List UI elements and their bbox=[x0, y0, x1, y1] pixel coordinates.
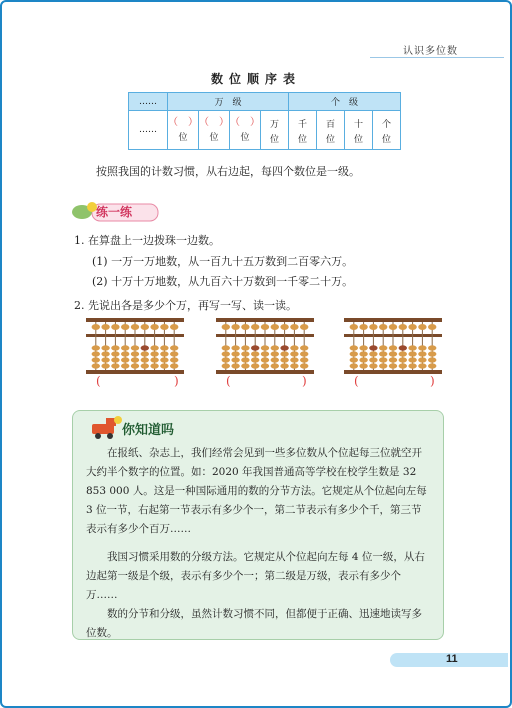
abacus-lower-bead bbox=[350, 357, 358, 362]
abacus-lower-bead bbox=[290, 351, 298, 356]
abacus-lower-bead bbox=[369, 357, 377, 362]
abacus-bottom-bar bbox=[216, 370, 314, 374]
abacus-upper-bead bbox=[408, 324, 416, 330]
abacus-lower-bead bbox=[350, 363, 358, 368]
train-icon bbox=[90, 414, 124, 440]
abacus-upper-bead bbox=[379, 324, 387, 330]
abacus-lower-bead bbox=[261, 363, 269, 368]
abacus-lower-bead bbox=[222, 357, 230, 362]
abacus-upper-bead bbox=[389, 324, 397, 330]
did-you-know-paragraph-1: 在报纸、杂志上，我们经常会见到一些多位数从个位起每三位就空开大约半个数字的位置。如：2020 年我国普通高等学校在校学生数是 32 853 000 人。这是一种国际通用的数的分节方法。它规定从个位起向左每 3 位一节，右起第一节表示有多少个一，第二节表示有多少个千，第三节表示有多少个百万…… bbox=[86, 447, 427, 535]
abacus-lower-bead bbox=[160, 351, 168, 356]
abacus-upper-bead bbox=[399, 324, 407, 330]
abacus-lower-bead bbox=[170, 351, 178, 356]
practice-label: 练一练 bbox=[96, 205, 133, 219]
abacus-lower-bead bbox=[428, 345, 436, 350]
abacus-lower-bead bbox=[141, 351, 149, 356]
abacus-lower-bead bbox=[170, 357, 178, 362]
abacus-lower-bead bbox=[379, 363, 387, 368]
abacus-top-bar bbox=[86, 318, 184, 322]
ge-group-header: 个 级 bbox=[289, 93, 401, 111]
did-you-know-paragraph-2: 我国习惯采用数的分级方法。它规定从个位起向左每 4 位一级，从右边起第一级是个级，表示有多少个一；第二级是万级，表示有多少个万…… bbox=[86, 551, 425, 601]
abacus-lower-bead bbox=[399, 363, 407, 368]
place-unit: 百 bbox=[325, 120, 335, 130]
abacus-lower-bead bbox=[399, 357, 407, 362]
blank-paren: （ ） bbox=[199, 116, 229, 128]
abacus-upper-bead bbox=[271, 324, 279, 330]
abacus-lower-bead bbox=[131, 363, 139, 368]
abacus-upper-bead bbox=[369, 324, 377, 330]
abacus-lower-bead bbox=[290, 357, 298, 362]
blank-paren: （ ） bbox=[168, 116, 198, 128]
abacus-lower-bead bbox=[280, 345, 288, 350]
abacus-lower-bead bbox=[290, 345, 298, 350]
abacus-upper-bead bbox=[101, 324, 109, 330]
abacus-lower-bead bbox=[111, 357, 119, 362]
abacus-lower-bead bbox=[141, 357, 149, 362]
abacus-lower-bead bbox=[231, 357, 239, 362]
abacus-lower-bead bbox=[251, 345, 259, 350]
abacus-lower-bead bbox=[170, 363, 178, 368]
abacus-lower-bead bbox=[150, 345, 158, 350]
question-2: 2. 先说出各是多少个万，再写一写、读一读。 bbox=[74, 299, 297, 312]
abacus-1 bbox=[86, 318, 184, 374]
abacus-lower-bead bbox=[92, 351, 100, 356]
place-wei: 位 bbox=[297, 135, 307, 145]
abacus-lower-bead bbox=[251, 357, 259, 362]
did-you-know-title: 你知道吗 bbox=[122, 423, 175, 438]
abacus-lower-bead bbox=[428, 363, 436, 368]
abacus-lower-bead bbox=[271, 345, 279, 350]
abacus-lower-bead bbox=[369, 363, 377, 368]
abacus-upper-bead bbox=[160, 324, 168, 330]
table-dots-header: …… bbox=[129, 93, 168, 111]
place-cell bbox=[230, 111, 261, 150]
abacus-bottom-bar bbox=[86, 370, 184, 374]
abacus-lower-bead bbox=[92, 345, 100, 350]
place-wei: 位 bbox=[240, 132, 250, 143]
abacus-lower-bead bbox=[300, 351, 308, 356]
abacus-2 bbox=[216, 318, 314, 374]
question-1: 1. 在算盘上一边拨珠一边数。 bbox=[74, 234, 220, 247]
abacus-lower-bead bbox=[261, 357, 269, 362]
abacus-lower-bead bbox=[141, 363, 149, 368]
abacus-lower-bead bbox=[170, 345, 178, 350]
abacus-lower-bead bbox=[359, 351, 367, 356]
place-cell bbox=[168, 111, 199, 150]
abacus-lower-bead bbox=[271, 363, 279, 368]
abacus-lower-bead bbox=[280, 351, 288, 356]
abacus-lower-bead bbox=[222, 345, 230, 350]
abacus-lower-bead bbox=[428, 351, 436, 356]
abacus-lower-bead bbox=[121, 363, 129, 368]
answer-paren-right: ) bbox=[430, 374, 435, 388]
abacus-lower-bead bbox=[389, 363, 397, 368]
abacus-lower-bead bbox=[101, 351, 109, 356]
abacus-lower-bead bbox=[300, 345, 308, 350]
place-cell-qian bbox=[289, 111, 317, 150]
header-rule bbox=[370, 57, 504, 58]
place-wei: 位 bbox=[353, 135, 363, 145]
abacus-upper-bead bbox=[222, 324, 230, 330]
abacus-lower-bead bbox=[241, 345, 249, 350]
abacus-lower-bead bbox=[290, 363, 298, 368]
abacus-lower-bead bbox=[399, 345, 407, 350]
abacus-lower-bead bbox=[261, 351, 269, 356]
abacus-lower-bead bbox=[261, 345, 269, 350]
place-value-table bbox=[128, 92, 401, 150]
place-wei: 位 bbox=[325, 135, 335, 145]
abacus-lower-bead bbox=[359, 345, 367, 350]
abacus-upper-bead bbox=[251, 324, 259, 330]
abacus-upper-bead bbox=[231, 324, 239, 330]
abacus-lower-bead bbox=[389, 357, 397, 362]
abacus-lower-bead bbox=[101, 363, 109, 368]
abacus-upper-bead bbox=[261, 324, 269, 330]
abacus-lower-bead bbox=[222, 351, 230, 356]
abacus-lower-bead bbox=[160, 357, 168, 362]
abacus-upper-bead bbox=[359, 324, 367, 330]
abacus-lower-bead bbox=[399, 351, 407, 356]
abacus-lower-bead bbox=[111, 351, 119, 356]
place-wei: 位 bbox=[381, 135, 391, 145]
abacus-lower-bead bbox=[280, 357, 288, 362]
abacus-upper-bead bbox=[150, 324, 158, 330]
table-title: 数位顺序表 bbox=[210, 72, 301, 86]
abacus-lower-bead bbox=[408, 345, 416, 350]
abacus-upper-bead bbox=[241, 324, 249, 330]
section-title: 认识多位数 bbox=[403, 46, 458, 57]
blank-paren: （ ） bbox=[230, 116, 260, 128]
abacus-lower-bead bbox=[121, 345, 129, 350]
abacus-lower-bead bbox=[379, 351, 387, 356]
abacus-lower-bead bbox=[121, 351, 129, 356]
abacus-lower-bead bbox=[160, 363, 168, 368]
abacus-lower-bead bbox=[389, 351, 397, 356]
abacus-lower-bead bbox=[300, 357, 308, 362]
abacus-lower-bead bbox=[271, 351, 279, 356]
abacus-bottom-bar bbox=[344, 370, 442, 374]
place-cell-ge bbox=[373, 111, 401, 150]
answer-paren-right: ) bbox=[302, 374, 307, 388]
abacus-lower-bead bbox=[92, 363, 100, 368]
abacus-lower-bead bbox=[251, 351, 259, 356]
place-cell bbox=[199, 111, 230, 150]
abacus-lower-bead bbox=[131, 357, 139, 362]
abacus-lower-bead bbox=[160, 345, 168, 350]
place-cell-shi bbox=[345, 111, 373, 150]
abacus-lower-bead bbox=[408, 351, 416, 356]
abacus-lower-bead bbox=[418, 351, 426, 356]
place-cell-bai bbox=[317, 111, 345, 150]
did-you-know-paragraph-3: 数的分节和分级，虽然计数习惯不同，但都便于正确、迅速地读写多位数。 bbox=[86, 608, 422, 639]
abacus-upper-bead bbox=[350, 324, 358, 330]
abacus-lower-bead bbox=[241, 363, 249, 368]
abacus-upper-bead bbox=[290, 324, 298, 330]
abacus-lower-bead bbox=[92, 357, 100, 362]
page-number: 11 bbox=[446, 653, 458, 665]
abacus-lower-bead bbox=[418, 357, 426, 362]
abacus-lower-bead bbox=[369, 345, 377, 350]
grouping-rule-sentence: 按照我国的计数习惯，从右边起，每四个数位是一级。 bbox=[96, 165, 360, 178]
abacus-lower-bead bbox=[379, 345, 387, 350]
place-wei: 位 bbox=[209, 132, 219, 143]
abacus-lower-bead bbox=[150, 363, 158, 368]
abacus-lower-bead bbox=[150, 357, 158, 362]
abacus-lower-bead bbox=[131, 351, 139, 356]
place-unit: 十 bbox=[353, 120, 363, 130]
wan-group-header: 万 级 bbox=[168, 93, 289, 111]
question-1a: (1) 一万一万地数，从一百九十五万数到二百零六万。 bbox=[92, 255, 354, 268]
place-unit: 千 bbox=[297, 120, 307, 130]
abacus-lower-bead bbox=[389, 345, 397, 350]
abacus-lower-bead bbox=[408, 363, 416, 368]
answer-paren-left: ( bbox=[226, 374, 231, 388]
abacus-lower-bead bbox=[231, 351, 239, 356]
place-cell-wan bbox=[261, 111, 289, 150]
abacus-lower-bead bbox=[111, 363, 119, 368]
abacus-lower-bead bbox=[111, 345, 119, 350]
abacus-lower-bead bbox=[428, 357, 436, 362]
abacus-lower-bead bbox=[379, 357, 387, 362]
abacus-lower-bead bbox=[131, 345, 139, 350]
abacus-3 bbox=[344, 318, 442, 374]
question-1b: (2) 十万十万地数，从九百六十万数到一千零二十万。 bbox=[92, 275, 354, 288]
abacus-lower-bead bbox=[350, 351, 358, 356]
abacus-lower-bead bbox=[231, 363, 239, 368]
abacus-upper-bead bbox=[141, 324, 149, 330]
abacus-lower-bead bbox=[271, 357, 279, 362]
abacus-lower-bead bbox=[300, 363, 308, 368]
abacus-lower-bead bbox=[280, 363, 288, 368]
answer-paren-left: ( bbox=[354, 374, 359, 388]
abacus-lower-bead bbox=[350, 345, 358, 350]
abacus-lower-bead bbox=[141, 345, 149, 350]
abacus-lower-bead bbox=[418, 363, 426, 368]
abacus-lower-bead bbox=[359, 363, 367, 368]
abacus-lower-bead bbox=[251, 363, 259, 368]
table-dots: …… bbox=[129, 111, 168, 150]
abacus-lower-bead bbox=[241, 351, 249, 356]
abacus-lower-bead bbox=[241, 357, 249, 362]
abacus-upper-bead bbox=[92, 324, 100, 330]
place-wei: 位 bbox=[269, 135, 279, 145]
abacus-upper-bead bbox=[300, 324, 308, 330]
abacus-upper-bead bbox=[111, 324, 119, 330]
place-unit: 万 bbox=[269, 120, 279, 130]
abacus-upper-bead bbox=[131, 324, 139, 330]
abacus-lower-bead bbox=[101, 357, 109, 362]
answer-paren-right: ) bbox=[174, 374, 179, 388]
abacus-top-bar bbox=[216, 318, 314, 322]
abacus-upper-bead bbox=[418, 324, 426, 330]
abacus-top-bar bbox=[344, 318, 442, 322]
abacus-lower-bead bbox=[150, 351, 158, 356]
abacus-lower-bead bbox=[418, 345, 426, 350]
abacus-lower-bead bbox=[369, 351, 377, 356]
abacus-upper-bead bbox=[121, 324, 129, 330]
abacus-upper-bead bbox=[170, 324, 178, 330]
answer-paren-left: ( bbox=[96, 374, 101, 388]
abacus-upper-bead bbox=[280, 324, 288, 330]
abacus-lower-bead bbox=[121, 357, 129, 362]
abacus-lower-bead bbox=[101, 345, 109, 350]
abacus-lower-bead bbox=[222, 363, 230, 368]
abacus-lower-bead bbox=[231, 345, 239, 350]
place-unit: 个 bbox=[381, 120, 391, 130]
abacus-lower-bead bbox=[408, 357, 416, 362]
place-wei: 位 bbox=[178, 132, 188, 143]
abacus-upper-bead bbox=[428, 324, 436, 330]
abacus-lower-bead bbox=[359, 357, 367, 362]
